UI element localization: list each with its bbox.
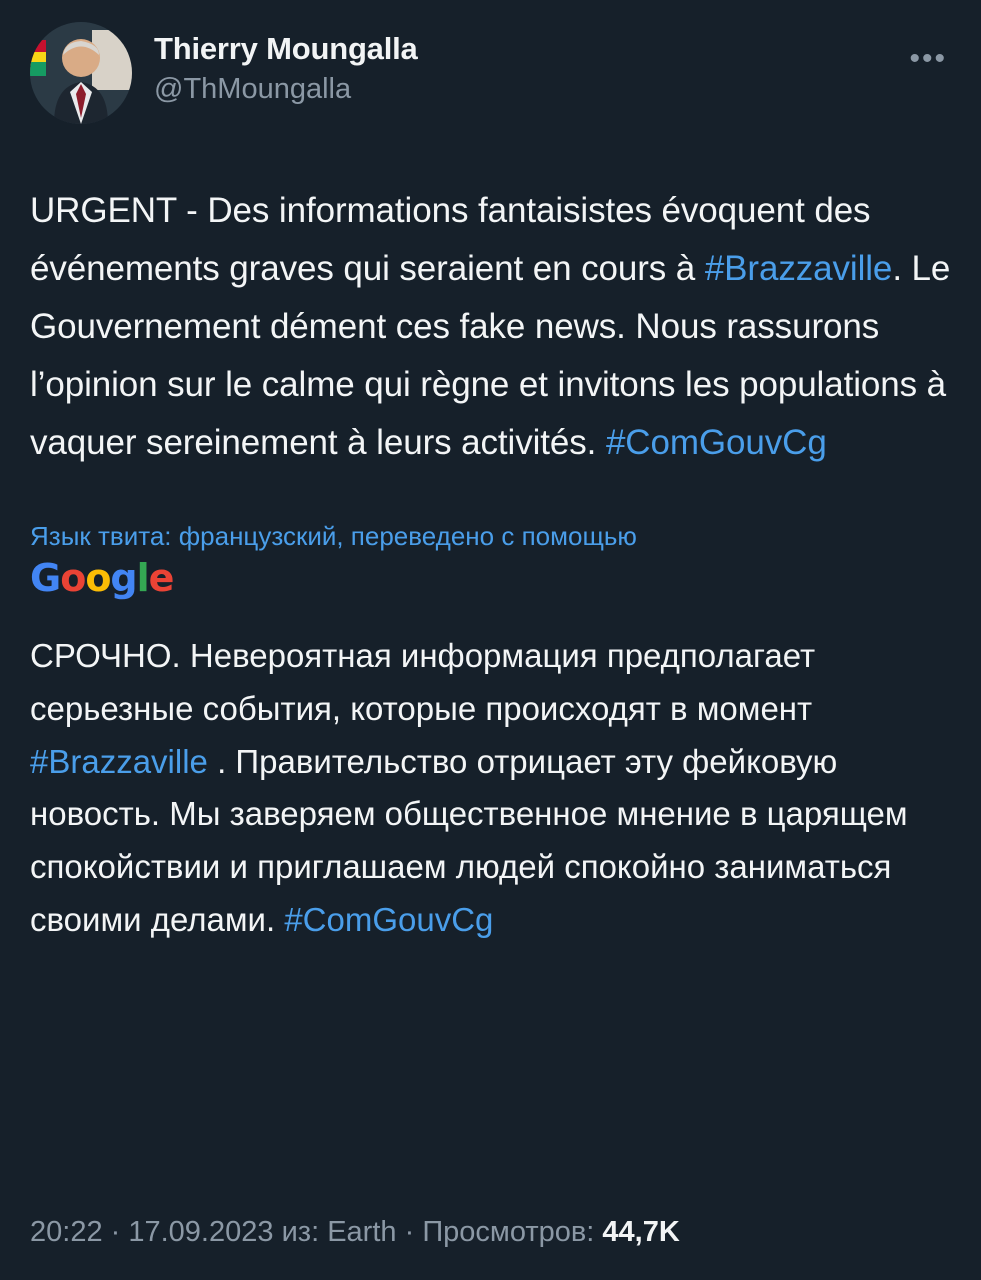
tweet-metadata bbox=[30, 1214, 951, 1252]
tweet-header bbox=[30, 0, 951, 124]
views-label: Просмотров: bbox=[422, 1216, 595, 1249]
translated-text-part1: СРОЧНО. Невероятная информация предполагает серьезные события, которые происходят в момент bbox=[30, 636, 816, 727]
tweet-date: 17.09.2023 bbox=[128, 1216, 274, 1249]
translated-text-part2: . Правительство отрицает эту фейковую новость. Мы заверяем общественное мнение в царящем спокойствии и приглашаем людей спокойно заниматься своими делами. bbox=[30, 742, 908, 938]
google-logo-letter-4: g bbox=[110, 556, 137, 601]
google-logo bbox=[30, 558, 951, 600]
translated-body-text bbox=[30, 630, 951, 947]
tweet-source-prefix: из: bbox=[281, 1216, 320, 1249]
author-handle[interactable]: @ThMoungalla bbox=[154, 73, 352, 106]
tweet-text-part2: . Le Gouvernement dément ces fake news. Nous rassurons l’opinion sur le calme qui règne et invitons les populations à vaquer sereinement à leurs activités. bbox=[30, 249, 951, 463]
translated-hashtag-brazzaville-link[interactable]: #Brazzaville bbox=[30, 742, 208, 780]
avatar[interactable] bbox=[30, 22, 132, 124]
author-names bbox=[154, 22, 909, 109]
google-logo-letter-5: l bbox=[136, 556, 149, 601]
translation-notice bbox=[30, 518, 951, 599]
author-display-name[interactable]: Thierry Moungalla bbox=[154, 31, 418, 66]
translation-notice-label: Язык твита: французский, переведено с помощью bbox=[30, 521, 637, 552]
meta-separator-1: · bbox=[102, 1216, 129, 1249]
views-count: 44,7K bbox=[602, 1216, 680, 1249]
translated-hashtag-comgouvcg-link[interactable]: #ComGouvCg bbox=[284, 900, 494, 938]
google-logo-letter-6: e bbox=[148, 556, 174, 601]
google-logo-letter-1: G bbox=[30, 556, 61, 601]
tweet-body-text bbox=[30, 182, 951, 472]
google-logo-letter-2: o bbox=[60, 556, 86, 601]
tweet-time: 20:22 bbox=[30, 1216, 103, 1249]
meta-separator-2: · bbox=[396, 1216, 423, 1249]
tweet-source: Earth bbox=[327, 1216, 397, 1249]
avatar-image bbox=[30, 22, 132, 124]
hashtag-brazzaville-link[interactable]: #Brazzaville bbox=[704, 249, 893, 289]
hashtag-comgouvcg-link[interactable]: #ComGouvCg bbox=[605, 423, 827, 463]
tweet-text-part1: URGENT - Des informations fantaisistes évoquent des événements graves qui seraient en cours à bbox=[30, 191, 871, 289]
google-logo-letter-3: o bbox=[85, 556, 111, 601]
more-options-icon[interactable]: ••• bbox=[909, 42, 947, 75]
